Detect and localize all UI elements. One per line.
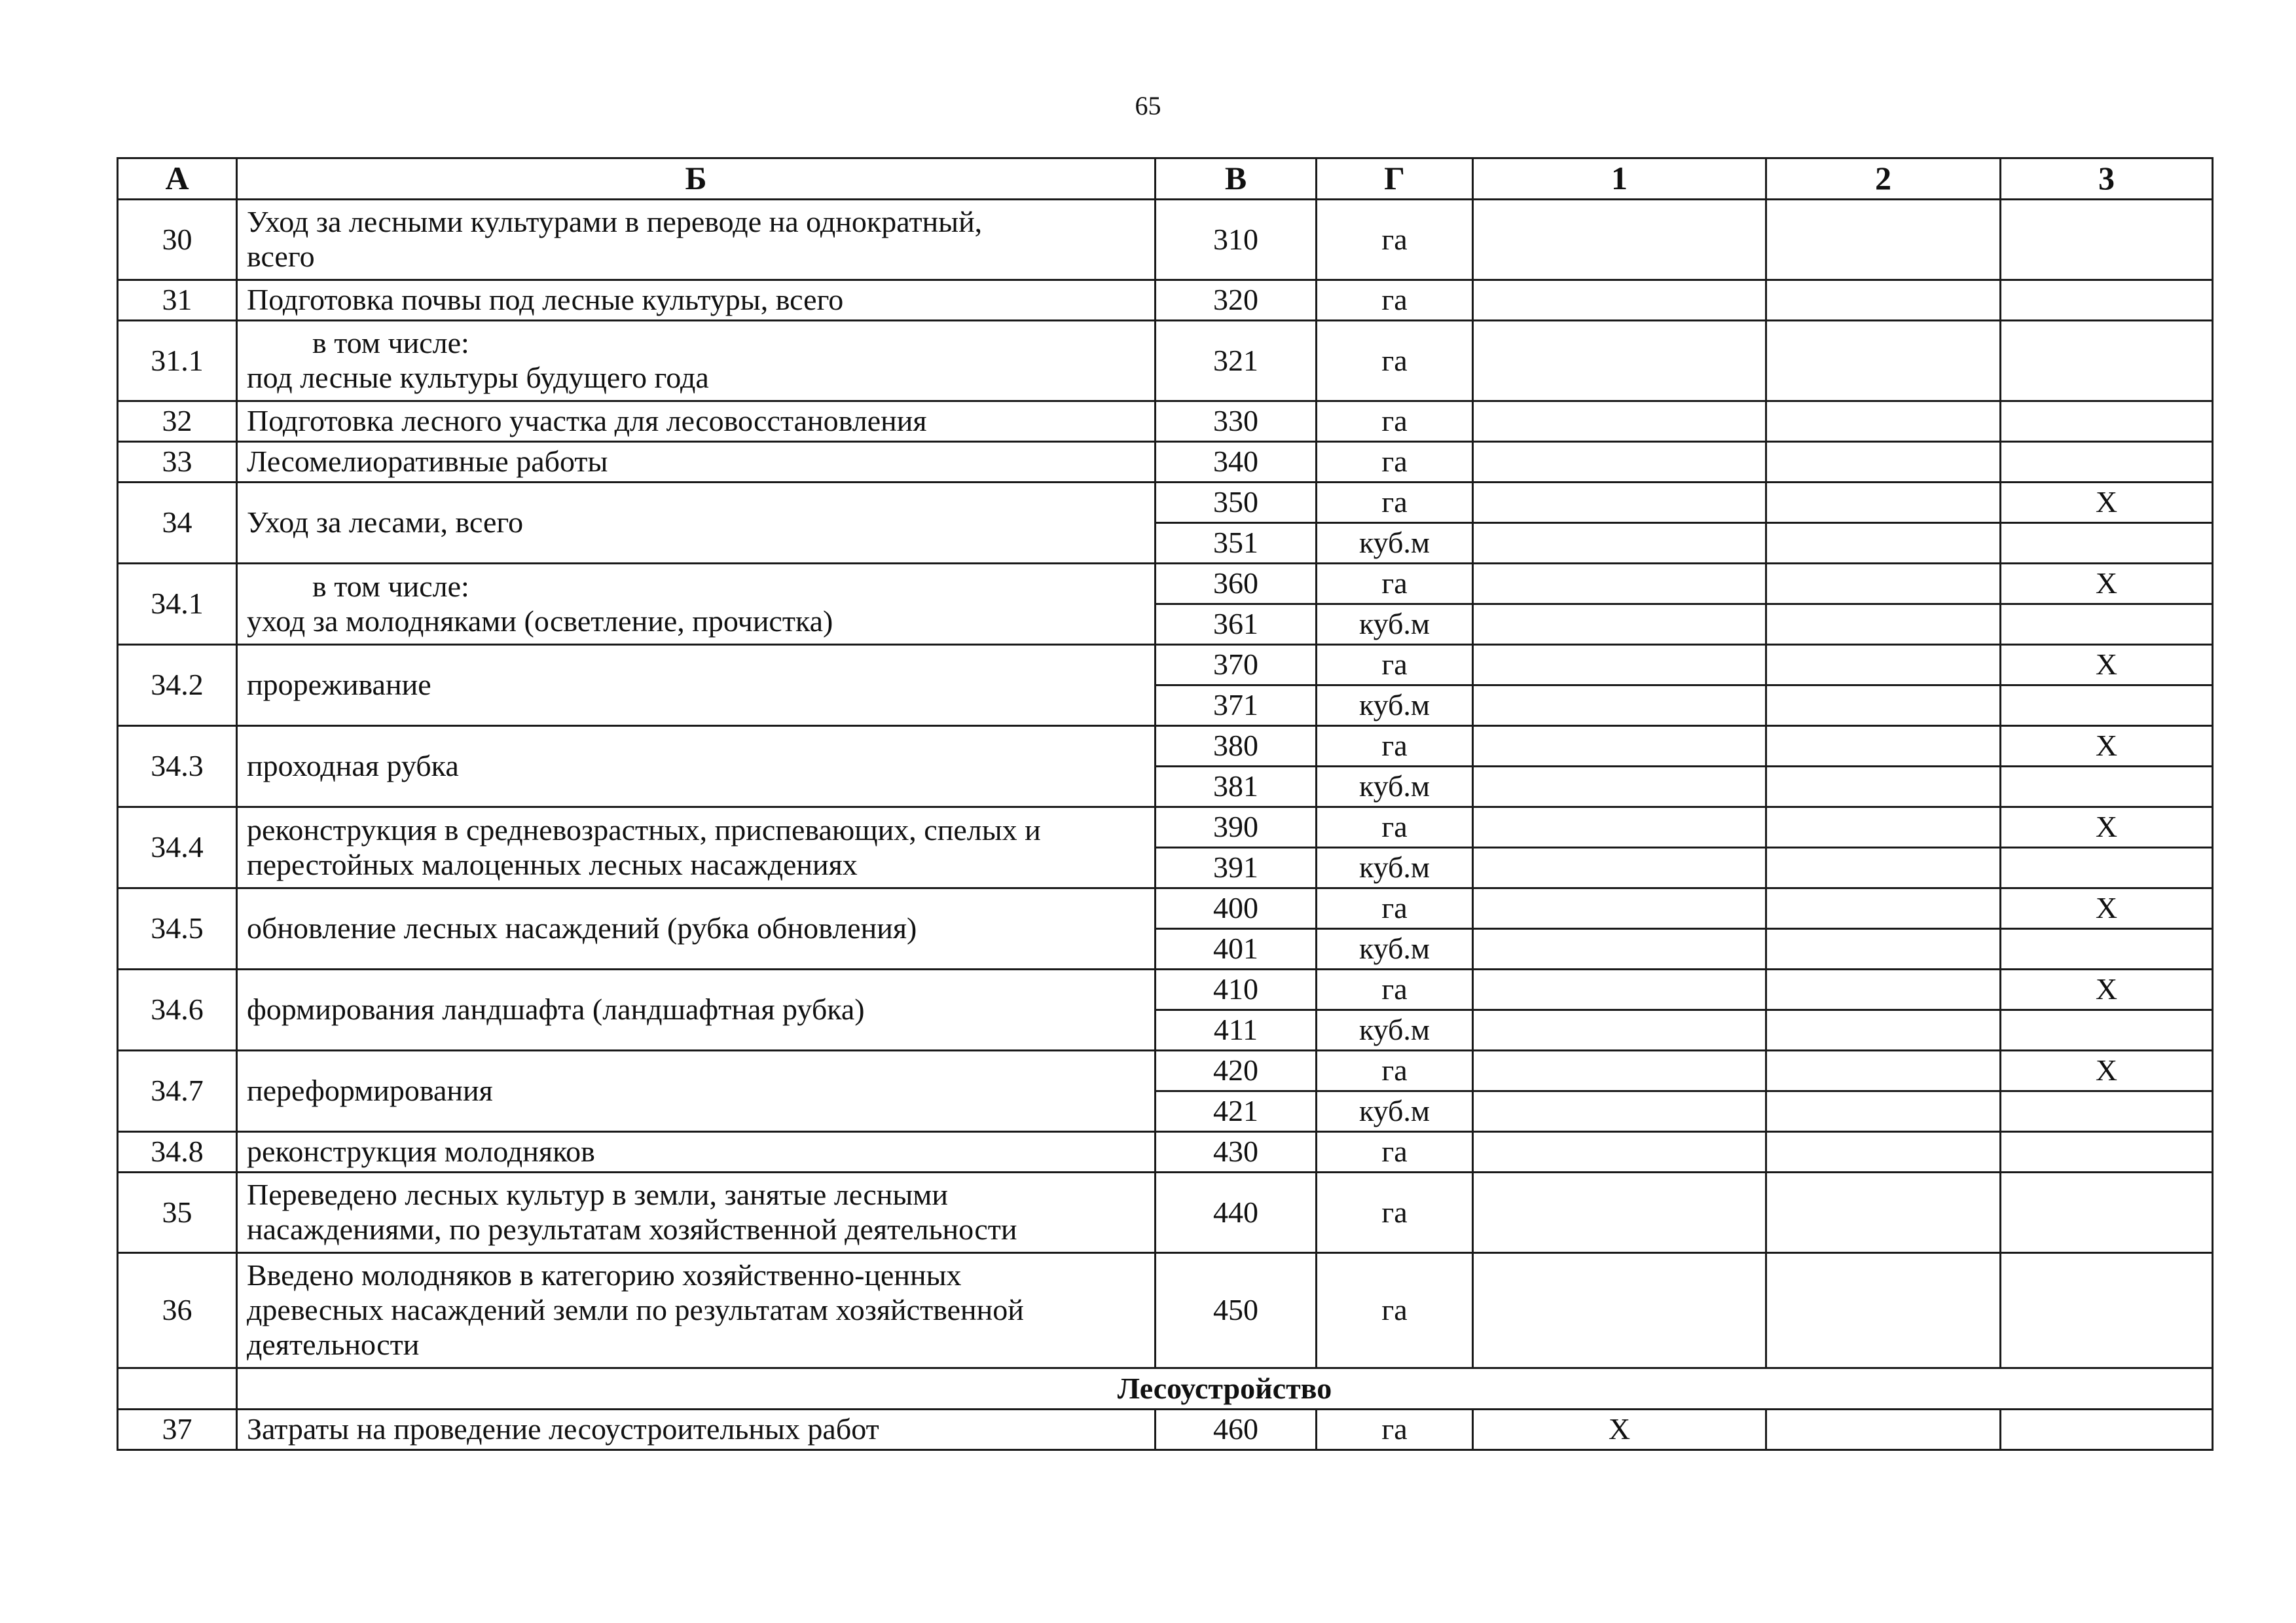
row-description [237, 1132, 1156, 1173]
header-col-1: 1 [1473, 158, 1766, 200]
header-col-b: Б [237, 158, 1156, 200]
row-description [237, 1051, 1156, 1132]
row-number: 32 [118, 401, 237, 442]
value-col-3: Х [2001, 483, 2213, 523]
value-col-1 [1473, 523, 1766, 564]
value-col-1 [1473, 200, 1766, 280]
row-number: 34.4 [118, 807, 237, 888]
table-row [118, 200, 2213, 280]
table-row [118, 1173, 2213, 1253]
row-unit: куб.м [1317, 604, 1473, 645]
description-line: прореживание [247, 668, 431, 702]
value-col-3 [2001, 929, 2213, 970]
row-number: 34.2 [118, 645, 237, 726]
row-description [237, 1410, 1156, 1450]
value-col-2 [1766, 321, 2001, 401]
value-col-2 [1766, 483, 2001, 523]
value-col-1 [1473, 321, 1766, 401]
description-line: древесных насаждений земли по результатам хозяйственной [247, 1293, 1024, 1327]
table-row [118, 321, 2213, 401]
row-unit: га [1317, 1173, 1473, 1253]
row-description [237, 483, 1156, 564]
row-number: 37 [118, 1410, 237, 1450]
row-code: 340 [1156, 442, 1317, 483]
value-col-3 [2001, 321, 2213, 401]
row-description [237, 321, 1156, 401]
row-number: 33 [118, 442, 237, 483]
value-col-2 [1766, 645, 2001, 685]
value-col-2 [1766, 726, 2001, 767]
row-number: 34.8 [118, 1132, 237, 1173]
value-col-2 [1766, 807, 2001, 848]
row-code: 361 [1156, 604, 1317, 645]
value-col-1 [1473, 645, 1766, 685]
value-col-3 [2001, 523, 2213, 564]
row-code: 390 [1156, 807, 1317, 848]
section-row [118, 1368, 2213, 1410]
value-col-1 [1473, 888, 1766, 929]
description-line: реконструкция молодняков [247, 1135, 595, 1169]
table-row [118, 442, 2213, 483]
row-number: 34.5 [118, 888, 237, 970]
value-col-3 [2001, 1132, 2213, 1173]
description-line: всего [247, 240, 315, 273]
row-unit: га [1317, 1051, 1473, 1091]
row-code: 400 [1156, 888, 1317, 929]
row-unit: га [1317, 280, 1473, 321]
value-col-3: Х [2001, 564, 2213, 604]
value-col-1 [1473, 726, 1766, 767]
row-number: 34 [118, 483, 237, 564]
row-number: 30 [118, 200, 237, 280]
value-col-1 [1473, 442, 1766, 483]
row-code: 421 [1156, 1091, 1317, 1132]
row-code: 321 [1156, 321, 1317, 401]
description-line: перестойных малоценных лесных насаждениях [247, 847, 858, 881]
row-code: 350 [1156, 483, 1317, 523]
row-code: 320 [1156, 280, 1317, 321]
description-line: формирования ландшафта (ландшафтная рубка) [247, 993, 865, 1027]
page-number: 65 [1135, 91, 1161, 120]
description-line: Затраты на проведение лесоустроительных работ [247, 1412, 879, 1446]
row-number: 31 [118, 280, 237, 321]
row-unit: га [1317, 1132, 1473, 1173]
row-unit: га [1317, 970, 1473, 1010]
row-number: 34.6 [118, 970, 237, 1051]
section-empty-cell [118, 1368, 237, 1410]
row-unit: га [1317, 442, 1473, 483]
value-col-2 [1766, 401, 2001, 442]
description-line: Уход за лесными культурами в переводе на однократный, [247, 205, 983, 239]
row-code: 380 [1156, 726, 1317, 767]
value-col-1 [1473, 807, 1766, 848]
value-col-1 [1473, 1051, 1766, 1091]
value-col-1 [1473, 848, 1766, 888]
row-code: 430 [1156, 1132, 1317, 1173]
row-unit: га [1317, 888, 1473, 929]
value-col-1 [1473, 280, 1766, 321]
value-col-3 [2001, 1410, 2213, 1450]
value-col-1: Х [1473, 1410, 1766, 1450]
value-col-2 [1766, 929, 2001, 970]
row-code: 330 [1156, 401, 1317, 442]
row-unit: га [1317, 645, 1473, 685]
table-row [118, 280, 2213, 321]
row-code: 351 [1156, 523, 1317, 564]
row-description [237, 888, 1156, 970]
value-col-3: Х [2001, 970, 2213, 1010]
value-col-3 [2001, 767, 2213, 807]
row-description [237, 1173, 1156, 1253]
value-col-2 [1766, 604, 2001, 645]
description-line: насаждениями, по результатам хозяйственной деятельности [247, 1213, 1017, 1246]
row-unit: куб.м [1317, 685, 1473, 726]
value-col-2 [1766, 1253, 2001, 1368]
value-col-3: Х [2001, 807, 2213, 848]
row-unit: га [1317, 726, 1473, 767]
value-col-2 [1766, 970, 2001, 1010]
row-code: 410 [1156, 970, 1317, 1010]
row-code: 371 [1156, 685, 1317, 726]
row-code: 401 [1156, 929, 1317, 970]
value-col-1 [1473, 685, 1766, 726]
value-col-3 [2001, 280, 2213, 321]
value-col-3 [2001, 1010, 2213, 1051]
value-col-2 [1766, 200, 2001, 280]
table-row [118, 1410, 2213, 1450]
section-title: Лесоустройство [237, 1368, 2213, 1410]
row-unit: га [1317, 1410, 1473, 1450]
row-code: 411 [1156, 1010, 1317, 1051]
row-description [237, 200, 1156, 280]
row-description [237, 280, 1156, 321]
row-code: 420 [1156, 1051, 1317, 1091]
table-row [118, 1253, 2213, 1368]
row-unit: куб.м [1317, 523, 1473, 564]
row-unit: га [1317, 564, 1473, 604]
value-col-1 [1473, 1253, 1766, 1368]
value-col-2 [1766, 888, 2001, 929]
row-unit: куб.м [1317, 1010, 1473, 1051]
value-col-2 [1766, 1091, 2001, 1132]
table-row [118, 1051, 2213, 1091]
row-unit: га [1317, 401, 1473, 442]
description-line: под лесные культуры будущего года [247, 361, 709, 394]
forest-report-table [117, 157, 2214, 1451]
header-col-g: Г [1317, 158, 1473, 200]
row-number: 36 [118, 1253, 237, 1368]
table-row [118, 970, 2213, 1010]
value-col-2 [1766, 280, 2001, 321]
description-line: Лесомелиоративные работы [247, 445, 608, 479]
value-col-2 [1766, 1173, 2001, 1253]
description-line: Уход за лесами, всего [247, 505, 524, 539]
value-col-2 [1766, 848, 2001, 888]
value-col-2 [1766, 1410, 2001, 1450]
value-col-3 [2001, 200, 2213, 280]
value-col-1 [1473, 1132, 1766, 1173]
row-number: 35 [118, 1173, 237, 1253]
value-col-1 [1473, 1091, 1766, 1132]
value-col-3 [2001, 685, 2213, 726]
value-col-3: Х [2001, 1051, 2213, 1091]
row-number: 34.7 [118, 1051, 237, 1132]
row-description [237, 401, 1156, 442]
value-col-1 [1473, 564, 1766, 604]
description-line: обновление лесных насаждений (рубка обновления) [247, 911, 917, 945]
row-code: 370 [1156, 645, 1317, 685]
value-col-1 [1473, 929, 1766, 970]
value-col-3 [2001, 1091, 2213, 1132]
description-line: переформирования [247, 1074, 493, 1108]
row-description [237, 442, 1156, 483]
value-col-3 [2001, 848, 2213, 888]
row-description [237, 726, 1156, 807]
row-description [237, 1253, 1156, 1368]
value-col-1 [1473, 1010, 1766, 1051]
description-line: Переведено лесных культур в земли, занятые лесными [247, 1178, 949, 1212]
value-col-3: Х [2001, 726, 2213, 767]
row-description [237, 970, 1156, 1051]
row-number: 31.1 [118, 321, 237, 401]
row-unit: га [1317, 200, 1473, 280]
row-code: 310 [1156, 200, 1317, 280]
header-row [118, 158, 2213, 200]
value-col-3 [2001, 604, 2213, 645]
row-code: 360 [1156, 564, 1317, 604]
table-body [118, 158, 2213, 1450]
row-code: 450 [1156, 1253, 1317, 1368]
row-unit: куб.м [1317, 1091, 1473, 1132]
value-col-1 [1473, 970, 1766, 1010]
row-unit: га [1317, 1253, 1473, 1368]
value-col-2 [1766, 564, 2001, 604]
row-number: 34.3 [118, 726, 237, 807]
table-row [118, 564, 2213, 604]
value-col-1 [1473, 483, 1766, 523]
value-col-3 [2001, 401, 2213, 442]
description-line: проходная рубка [247, 749, 459, 783]
table-row [118, 483, 2213, 523]
row-code: 460 [1156, 1410, 1317, 1450]
row-unit: га [1317, 321, 1473, 401]
value-col-2 [1766, 767, 2001, 807]
value-col-3: Х [2001, 645, 2213, 685]
row-code: 391 [1156, 848, 1317, 888]
row-unit: куб.м [1317, 929, 1473, 970]
value-col-2 [1766, 1132, 2001, 1173]
description-line: реконструкция в средневозрастных, приспевающих, спелых и [247, 812, 1041, 847]
row-description [237, 564, 1156, 645]
description-line: Подготовка лесного участка для лесовосстановления [247, 404, 927, 438]
description-line: Введено молодняков в категорию хозяйственно-ценных [247, 1258, 962, 1292]
value-col-1 [1473, 767, 1766, 807]
table-row [118, 645, 2213, 685]
value-col-3 [2001, 442, 2213, 483]
value-col-2 [1766, 1010, 2001, 1051]
table-row [118, 807, 2213, 848]
value-col-3: Х [2001, 888, 2213, 929]
row-code: 440 [1156, 1173, 1317, 1253]
table-row [118, 1132, 2213, 1173]
header-col-a: А [118, 158, 237, 200]
row-description [237, 807, 1156, 888]
value-col-1 [1473, 604, 1766, 645]
header-col-3: 3 [2001, 158, 2213, 200]
row-number: 34.1 [118, 564, 237, 645]
description-line: деятельности [247, 1327, 420, 1361]
row-unit: куб.м [1317, 848, 1473, 888]
value-col-3 [2001, 1173, 2213, 1253]
row-unit: га [1317, 483, 1473, 523]
row-unit: куб.м [1317, 767, 1473, 807]
row-unit: га [1317, 807, 1473, 848]
header-col-v: В [1156, 158, 1317, 200]
row-description [237, 645, 1156, 726]
description-line: Подготовка почвы под лесные культуры, всего [247, 283, 844, 317]
description-line: уход за молодняками (осветление, прочистка) [247, 604, 833, 638]
value-col-2 [1766, 1051, 2001, 1091]
description-line: в том числе: [312, 326, 469, 360]
value-col-3 [2001, 1253, 2213, 1368]
table-row [118, 888, 2213, 929]
value-col-1 [1473, 1173, 1766, 1253]
table-row [118, 726, 2213, 767]
table-row [118, 401, 2213, 442]
value-col-2 [1766, 523, 2001, 564]
row-code: 381 [1156, 767, 1317, 807]
value-col-2 [1766, 442, 2001, 483]
value-col-1 [1473, 401, 1766, 442]
description-line: в том числе: [312, 569, 469, 603]
header-col-2: 2 [1766, 158, 2001, 200]
value-col-2 [1766, 685, 2001, 726]
